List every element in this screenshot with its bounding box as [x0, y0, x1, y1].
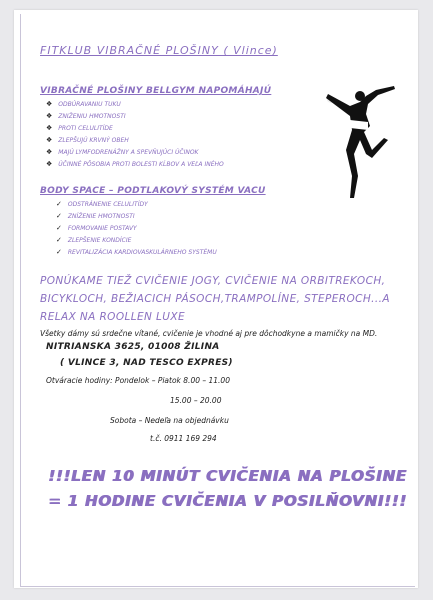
list-item-label: MAJÚ LYMFODRENÁŽNY A SPEVŇUJÚCI ÚČINOK [58, 149, 199, 156]
phone-number: t.č. 0911 169 294 [150, 434, 217, 443]
list-item-label: FORMOVANIE POSTAVY [67, 225, 137, 232]
checkmark-bullet-icon: ✓ [56, 212, 62, 220]
slogan-line-2: = 1 HODINE CVIČENIA V POSILŇOVNI!!! [48, 492, 407, 510]
list-item-label: PROTI CELULITÍDE [58, 125, 113, 132]
slogan-line-1: !!!LEN 10 MINÚT CVIČENIA NA PLOŠINE [48, 467, 407, 485]
list-item [46, 122, 224, 134]
list-item [56, 246, 217, 258]
list-item-label: ODSTRÁNENIE CELULITÍDY [67, 201, 148, 208]
section1-list [46, 98, 224, 170]
diamond-bullet-icon: ❖ [46, 100, 53, 108]
list-item [56, 222, 217, 234]
welcome-note: Všetky dámy sú srdečne vítané, cvičenie je vhodné aj pre dôchodkyne a mamičky na MD. [40, 329, 378, 338]
diamond-bullet-icon: ❖ [46, 148, 53, 156]
checkmark-bullet-icon: ✓ [56, 200, 62, 208]
list-item [46, 134, 224, 146]
list-item-label: ÚČINNÉ PÔSOBIA PROTI BOLESTI KĹBOV A VEĽA INÉHO [58, 161, 224, 168]
offer-line-1: PONÚKAME TIEŽ CVIČENIE JOGY, CVIČENIE NA ORBITREKOCH, [40, 275, 386, 287]
list-item [46, 110, 224, 122]
opening-hours-weekdays: Otváracie hodiny: Pondelok – Piatok 8.00 – 11.00 [46, 376, 230, 385]
offer-line-3: RELAX NA ROOLLEN LUXE [40, 311, 185, 323]
section2-list [56, 198, 217, 258]
checkmark-bullet-icon: ✓ [56, 248, 62, 256]
list-item-label: REVITALIZÁCIA KARDIOVASKULÁRNEHO SYSTÉMU [67, 249, 217, 256]
list-item [56, 234, 217, 246]
section1-heading: VIBRAČNÉ PLOŠINY BELLGYM NAPOMÁHAJÚ [40, 86, 272, 96]
list-item-label: ZLEPŠUJÚ KRVNÝ OBEH [58, 137, 129, 144]
list-item-label: ODBÚRAVANIU TUKU [58, 101, 121, 108]
checkmark-bullet-icon: ✓ [56, 224, 62, 232]
diamond-bullet-icon: ❖ [46, 112, 53, 120]
list-item-label: ZNIŽENIU HMOTNOSTI [58, 113, 126, 120]
list-item [46, 158, 224, 170]
address-landmark: ( VLINCE 3, NAD TESCO EXPRES) [60, 358, 233, 368]
diamond-bullet-icon: ❖ [46, 136, 53, 144]
diamond-bullet-icon: ❖ [46, 124, 53, 132]
opening-hours-weekend: Sobota – Nedeľa na objednávku [110, 416, 229, 425]
dancer-silhouette-icon [320, 80, 400, 202]
list-item [56, 210, 217, 222]
offer-line-2: BICYKLOCH, BEŽIACICH PÁSOCH,TRAMPOLÍNE, STEPEROCH...A [40, 293, 390, 305]
address-street: NITRIANSKA 3625, 01008 ŽILINA [46, 342, 220, 352]
list-item [56, 198, 217, 210]
list-item-label: ZLEPŠENIE KONDÍCIE [67, 237, 132, 244]
diamond-bullet-icon: ❖ [46, 160, 53, 168]
list-item [46, 146, 224, 158]
list-item-label: ZNÍŽENIE HMOTNOSTI [67, 213, 135, 220]
flyer-title: FITKLUB VIBRAČNÉ PLOŠINY ( Vlince) [40, 44, 278, 57]
section2-heading: BODY SPACE – PODTLAKOVÝ SYSTÉM VACU [40, 186, 266, 196]
list-item [46, 98, 224, 110]
offer-text [40, 272, 420, 326]
checkmark-bullet-icon: ✓ [56, 236, 62, 244]
opening-hours-evening: 15.00 – 20.00 [170, 396, 222, 405]
